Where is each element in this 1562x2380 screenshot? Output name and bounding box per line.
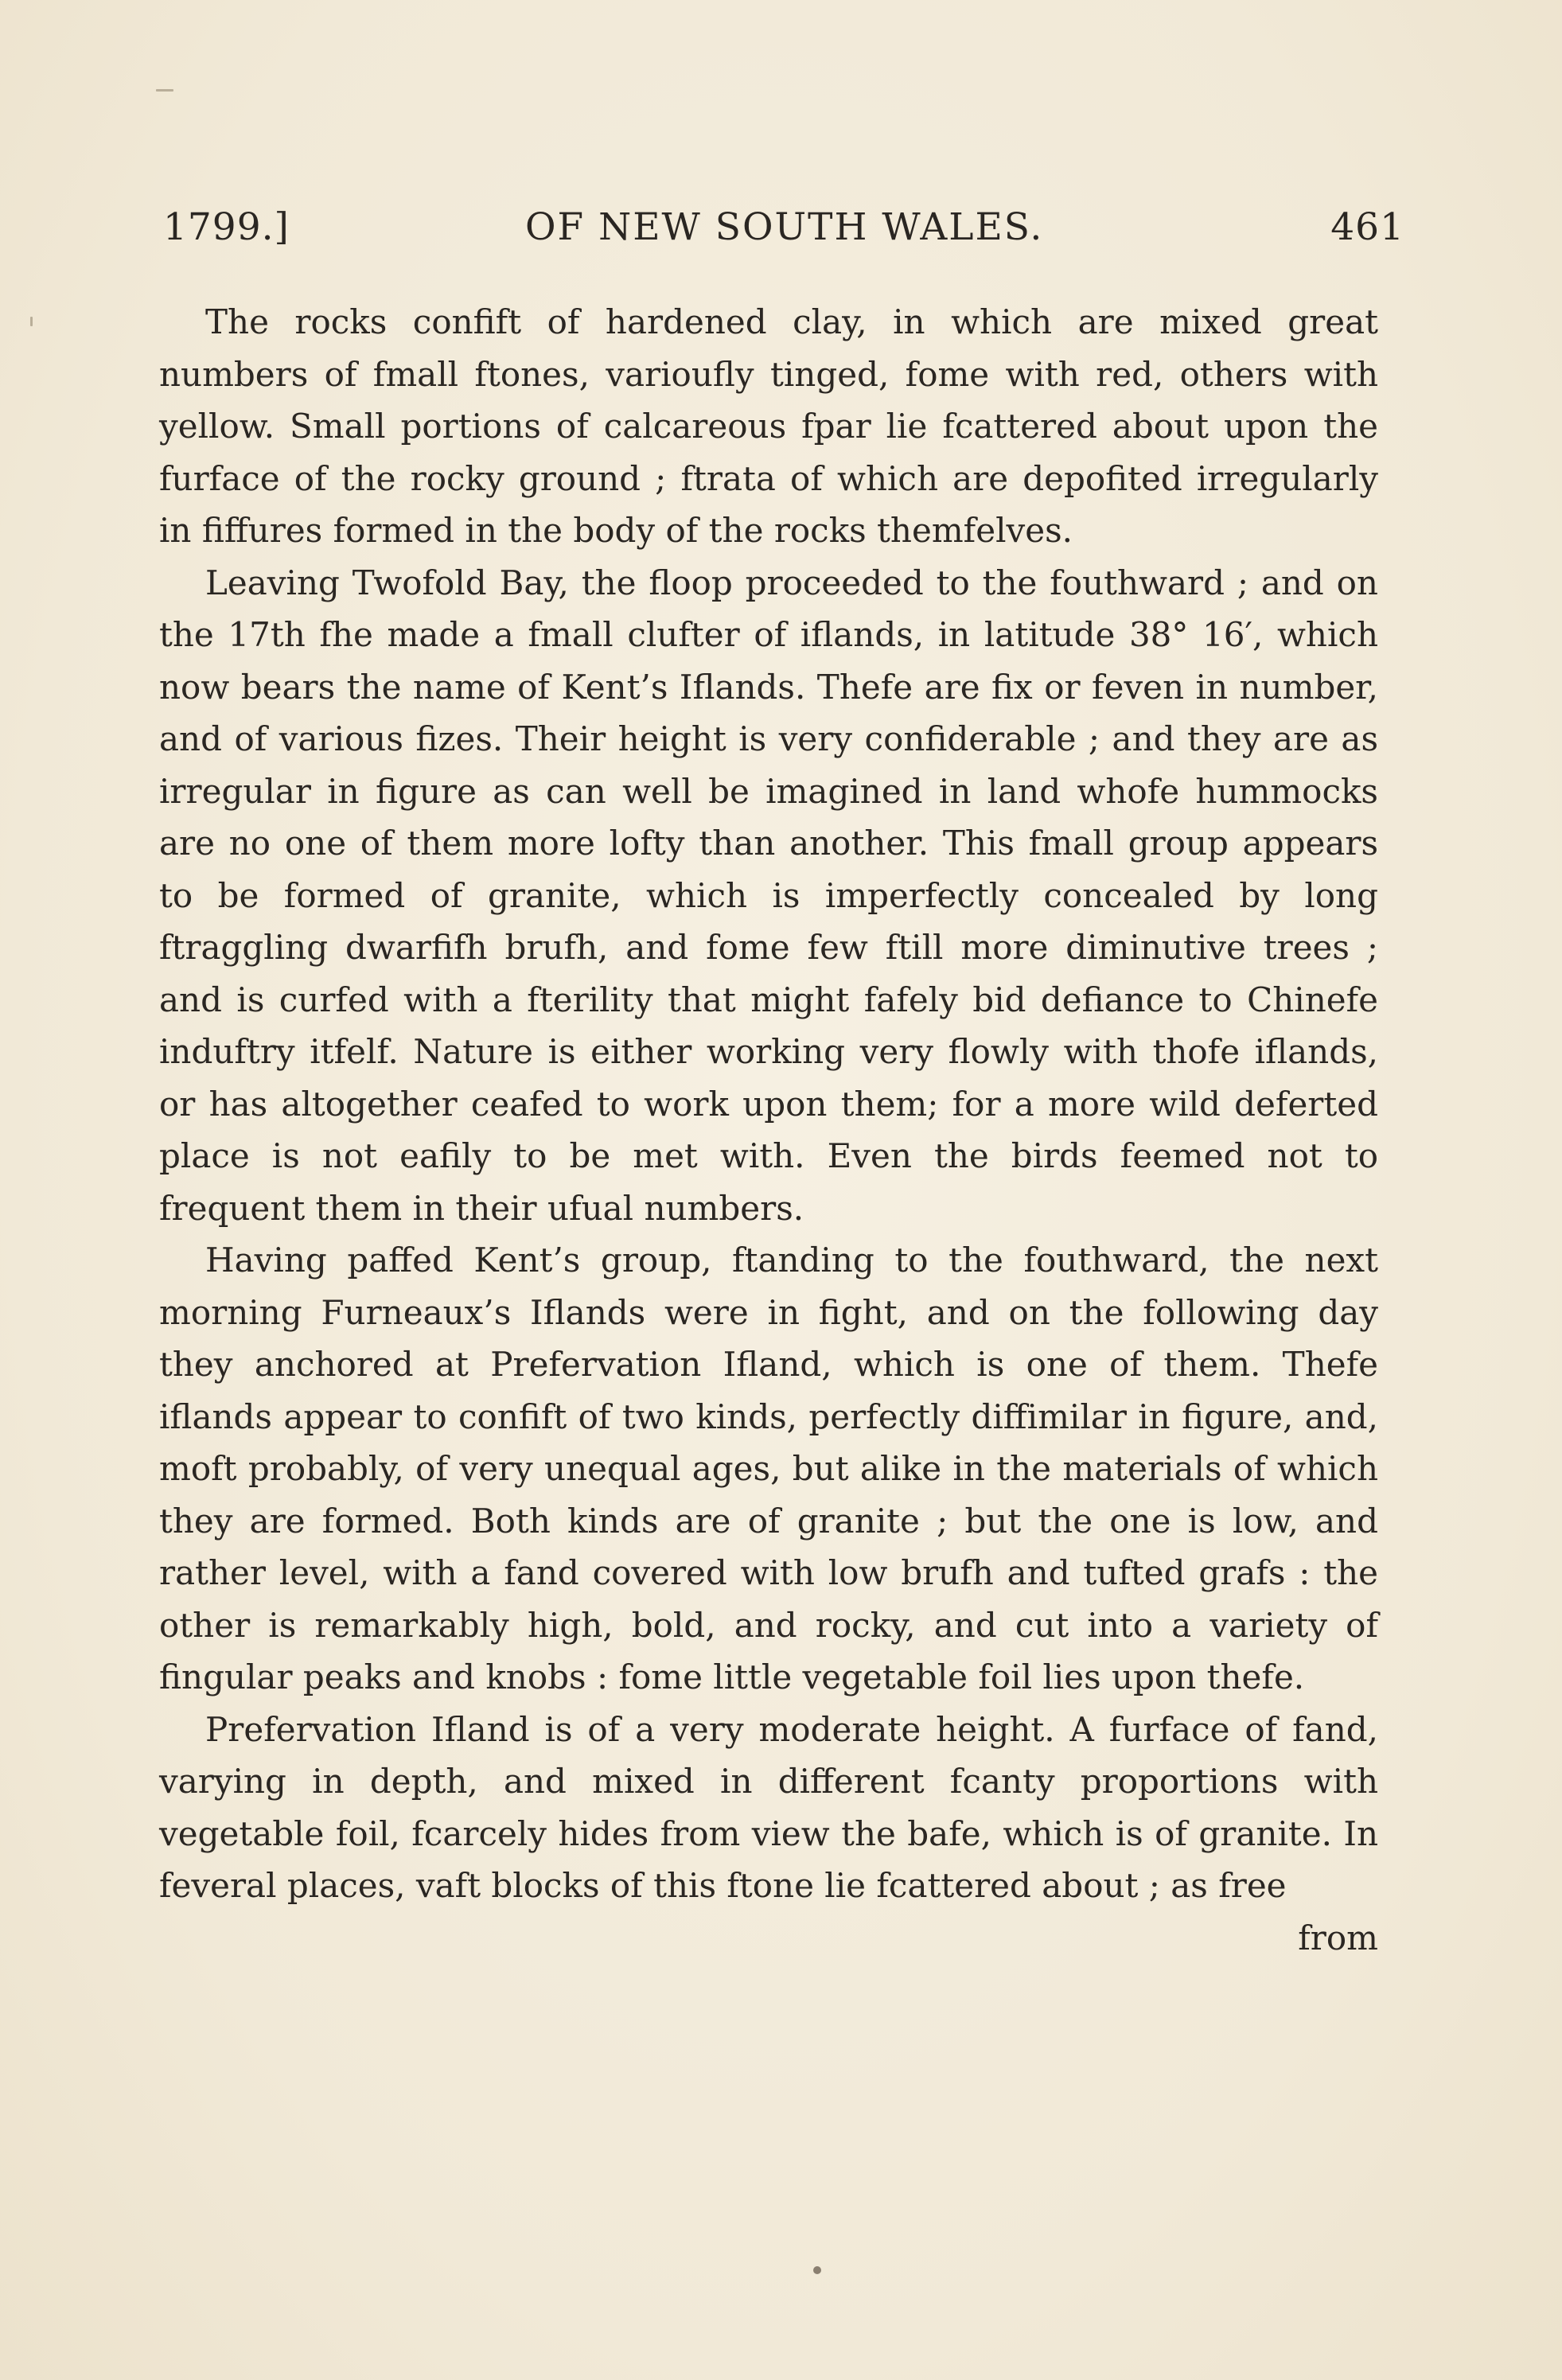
paragraph-furneaux-islands: Having paffed Kent’s group, ftanding to the fouthward, the next morning Furneaux’s Iflands were in fight, and on the following day they anchored at Prefervation Ifland, which is one of them. Thefe iflands appear to confift of two kinds, perfectly diffimilar in figure, and, moft probably, of very unequal ages, but alike in the materials of which they are formed. Both kinds are of granite ; but the one is low, and rather level, with a fand covered with low brufh and tufted grafs : the other is remarkably high, bold, and rocky, and cut into a variety of fingular peaks and knobs : fome little vegetable foil lies upon thefe. [159, 1241, 1378, 1696]
catchword: from [1298, 1918, 1378, 1957]
paper-speck [30, 317, 33, 326]
paragraph-rocks: The rocks confift of hardened clay, in which are mixed great numbers of fmall ftones, varioufly tinged, fome with red, others with yellow. Small portions of calcareous fpar lie fcattered about upon the furface of the rocky ground ; ftrata of which are depofited irregularly in fiffures formed in the body of the rocks themfelves. [159, 302, 1378, 550]
running-head-year: 1799.] [163, 205, 290, 249]
paper-speck [156, 89, 173, 92]
running-head-title: OF NEW SOUTH WALES. [525, 205, 1044, 249]
paragraph-preservation-island: Prefervation Ifland is of a very moderate height. A furface of fand, varying in depth, and mixed in different fcanty proportions with vegetable foil, fcarcely hides from view the bafe, which is of granite. In feveral places, vaft blocks of this ftone lie fcattered about ; as free [159, 1709, 1378, 1905]
printer-dot [813, 2266, 821, 2274]
running-head [163, 205, 1404, 261]
paragraph-kents-islands: Leaving Twofold Bay, the floop proceeded to the fouthward ; and on the 17th fhe made a fmall clufter of iflands, in latitude 38° 16′, which now bears the name of Kent’s Iflands. Thefe are fix or feven in number, and of various fizes. Their height is very confiderable ; and they are as irregular in figure as can well be imagined in land whofe hummocks are no one of them more lofty than another. This fmall group appears to be formed of granite, which is imperfectly concealed by long ftraggling dwarfifh brufh, and fome few ftill more diminutive trees ; and is curfed with a fterility that might fafely bid defiance to Chinefe induftry itfelf. Nature is either working very flowly with thofe iflands, or has altogether ceafed to work upon them; for a more wild deferted place is not eafily to be met with. Even the birds feemed not to frequent them in their ufual numbers. [159, 563, 1378, 1228]
page-number: 461 [1330, 205, 1404, 249]
body-text [159, 296, 1378, 1964]
